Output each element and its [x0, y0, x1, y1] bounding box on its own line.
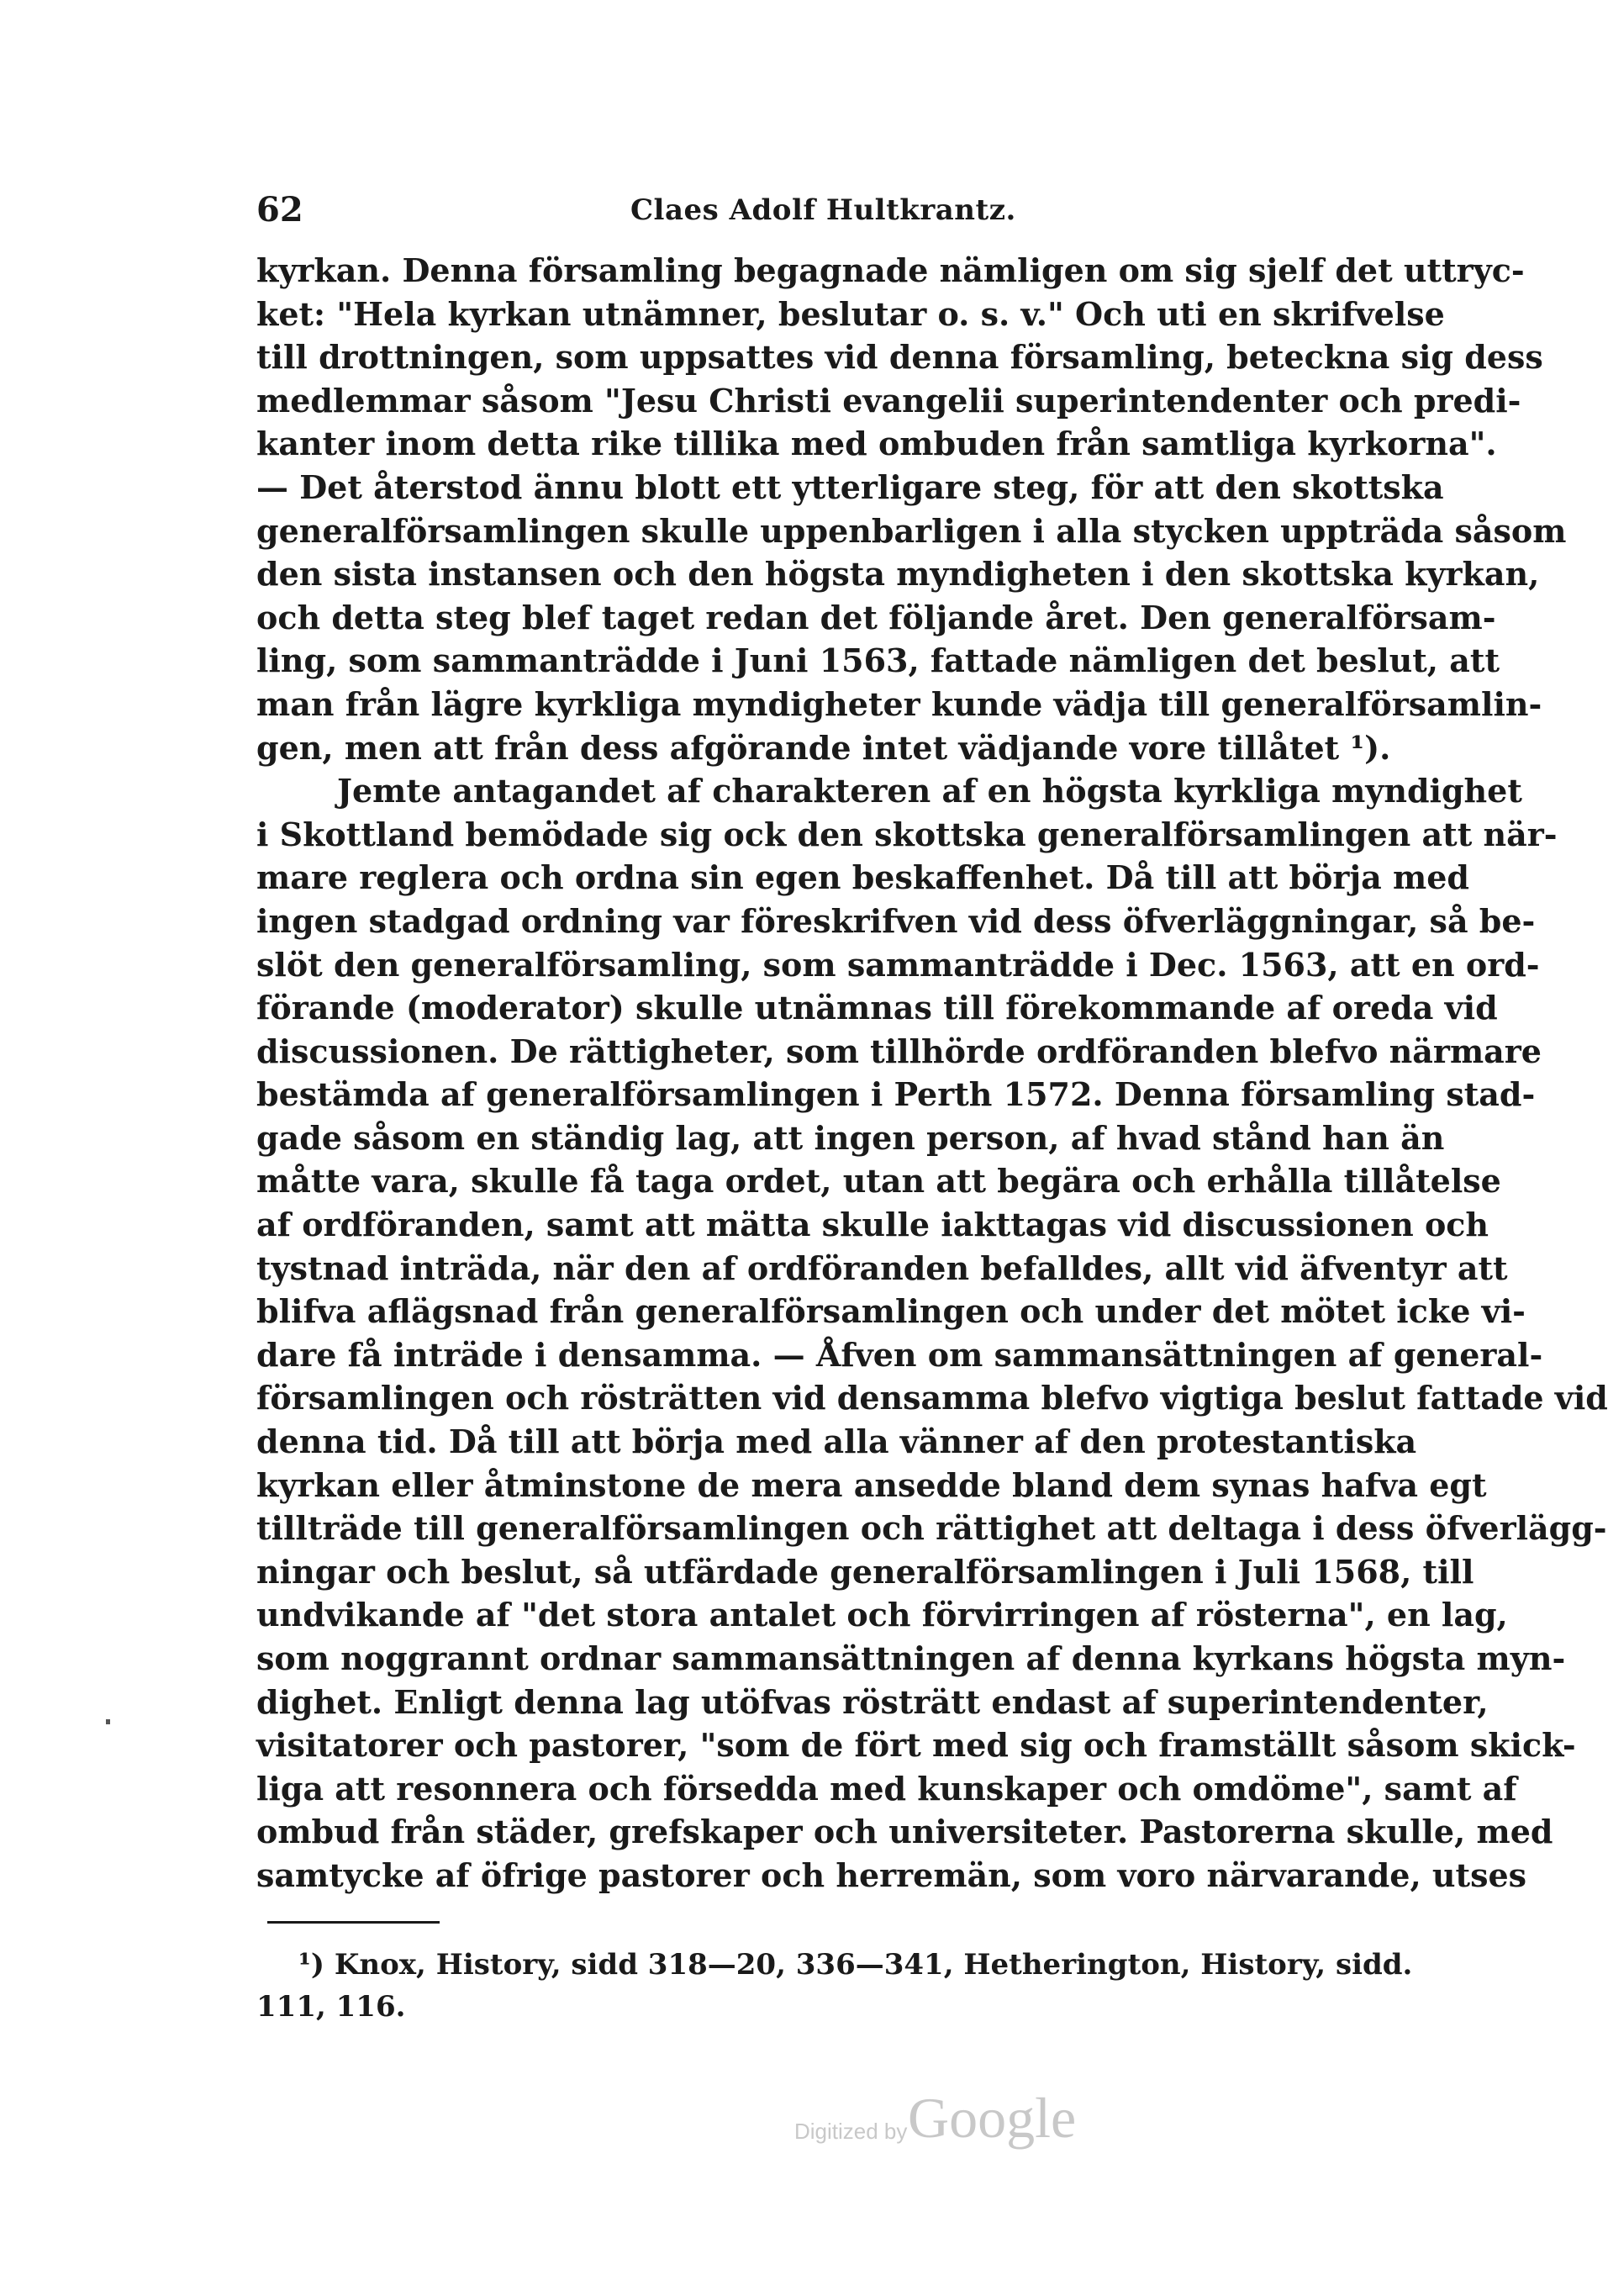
text-line: den sista instansen och den högsta myndigheten i den skottska kyrkan,: [256, 555, 1540, 594]
text-line: generalförsamlingen skulle uppenbarligen i alla stycken uppträda såsom: [256, 511, 1567, 550]
footnote: [256, 1944, 1413, 2028]
text-line: till drottningen, som uppsattes vid denna församling, beteckna sig dess: [256, 338, 1543, 377]
stray-ink-mark: [106, 1719, 110, 1724]
text-line: bestämda af generalförsamlingen i Perth 1572. Denna församling stad-: [256, 1075, 1536, 1114]
text-line: ingen stadgad ordning var föreskrifven vid dess öfverläggningar, så be-: [256, 901, 1536, 940]
text-line: ombud från städer, grefskaper och universiteter. Pastorerna skulle, med: [256, 1813, 1553, 1851]
page-header: [256, 190, 1315, 240]
text-line: måtte vara, skulle få taga ordet, utan att begära och erhålla tillåtelse: [256, 1162, 1501, 1201]
text-line: ling, som sammanträdde i Juni 1563, fattade nämligen det beslut, att: [256, 641, 1500, 680]
text-line: gen, men att från dess afgörande intet vädjande vore tillåtet ¹).: [256, 728, 1391, 767]
footnote-rule: [267, 1921, 440, 1924]
text-line: kyrkan eller åtminstone de mera ansedde bland dem synas hafva egt: [256, 1465, 1487, 1504]
body-text: [256, 249, 1608, 1897]
text-line: man från lägre kyrkliga myndigheter kunde vädja till generalförsamlin-: [256, 684, 1542, 723]
text-line: Jemte antagandet af charakteren af en högsta kyrkliga myndighet: [337, 772, 1522, 810]
text-line: församlingen och rösträtten vid densamma blefvo vigtiga beslut fattade vid: [256, 1379, 1608, 1417]
text-line: denna tid. Då till att börja med alla vänner af den protestantiska: [256, 1422, 1417, 1461]
text-line: gade såsom en ständig lag, att ingen person, af hvad stånd han än: [256, 1118, 1445, 1157]
text-line: discussionen. De rättigheter, som tillhörde ordföranden blefvo närmare: [256, 1032, 1542, 1070]
text-line: — Det återstod ännu blott ett ytterligare steg, för att den skottska: [256, 467, 1444, 506]
text-line: dare få inträde i densamma. — Åfven om sammansättningen af general-: [256, 1335, 1543, 1374]
running-title: Claes Adolf Hultkrantz.: [630, 193, 1016, 227]
text-line: tystnad inträda, när den af ordföranden befalldes, allt vid äfventyr att: [256, 1248, 1508, 1287]
text-line: medlemmar såsom "Jesu Christi evangelii superintendenter och predi-: [256, 381, 1521, 420]
text-line: och detta steg blef taget redan det följande året. Den generalförsam-: [256, 598, 1496, 636]
text-line: kanter inom detta rike tillika med ombuden från samtliga kyrkorna".: [256, 425, 1497, 463]
text-line: ket: "Hela kyrkan utnämner, beslutar o. s. v." Och uti en skrifvelse: [256, 294, 1445, 333]
text-line: som noggrannt ordnar sammansättningen af denna kyrkans högsta myn-: [256, 1639, 1566, 1677]
text-line: liga att resonnera och försedda med kunskaper och omdöme", samt af: [256, 1769, 1517, 1808]
text-line: blifva aflägsnad från generalförsamlingen och under det mötet icke vi-: [256, 1292, 1526, 1331]
digitized-by-google-watermark: [794, 2085, 1131, 2161]
text-line: af ordföranden, samt att mätta skulle iakttagas vid discussionen och: [256, 1206, 1489, 1244]
text-line: samtycke af öfrige pastorer och herremän, som voro närvarande, utses: [256, 1855, 1527, 1894]
footnote-line: 111, 116.: [256, 1990, 406, 2024]
text-line: undvikande af "det stora antalet och förvirringen af rösterna", en lag,: [256, 1596, 1508, 1634]
text-line: slöt den generalförsamling, som sammanträdde i Dec. 1563, att en ord-: [256, 945, 1540, 984]
page-number: 62: [256, 190, 303, 230]
text-line: kyrkan. Denna församling begagnade nämligen om sig sjelf det uttryc-: [256, 251, 1525, 289]
text-line: ningar och beslut, så utfärdade generalförsamlingen i Juli 1568, till: [256, 1552, 1474, 1591]
text-line: dighet. Enligt denna lag utöfvas rösträtt endast af superintendenter,: [256, 1682, 1489, 1721]
google-logo: Google: [908, 2086, 1077, 2150]
text-line: mare reglera och ordna sin egen beskaffenhet. Då till att börja med: [256, 858, 1469, 897]
text-line: visitatorer och pastorer, "som de fört med sig och framställt såsom skick-: [256, 1726, 1576, 1765]
digitized-by-label: Digitized by: [794, 2119, 908, 2144]
text-line: förande (moderator) skulle utnämnas till förekommande af oreda vid: [256, 989, 1498, 1027]
text-line: i Skottland bemödade sig ock den skottska generalförsamlingen att när-: [256, 815, 1558, 853]
text-line: tillträde till generalförsamlingen och rättighet att deltaga i dess öfverlägg-: [256, 1509, 1607, 1548]
footnote-line: ¹) Knox, History, sidd 318—20, 336—341, Hetherington, History, sidd.: [298, 1948, 1413, 1982]
